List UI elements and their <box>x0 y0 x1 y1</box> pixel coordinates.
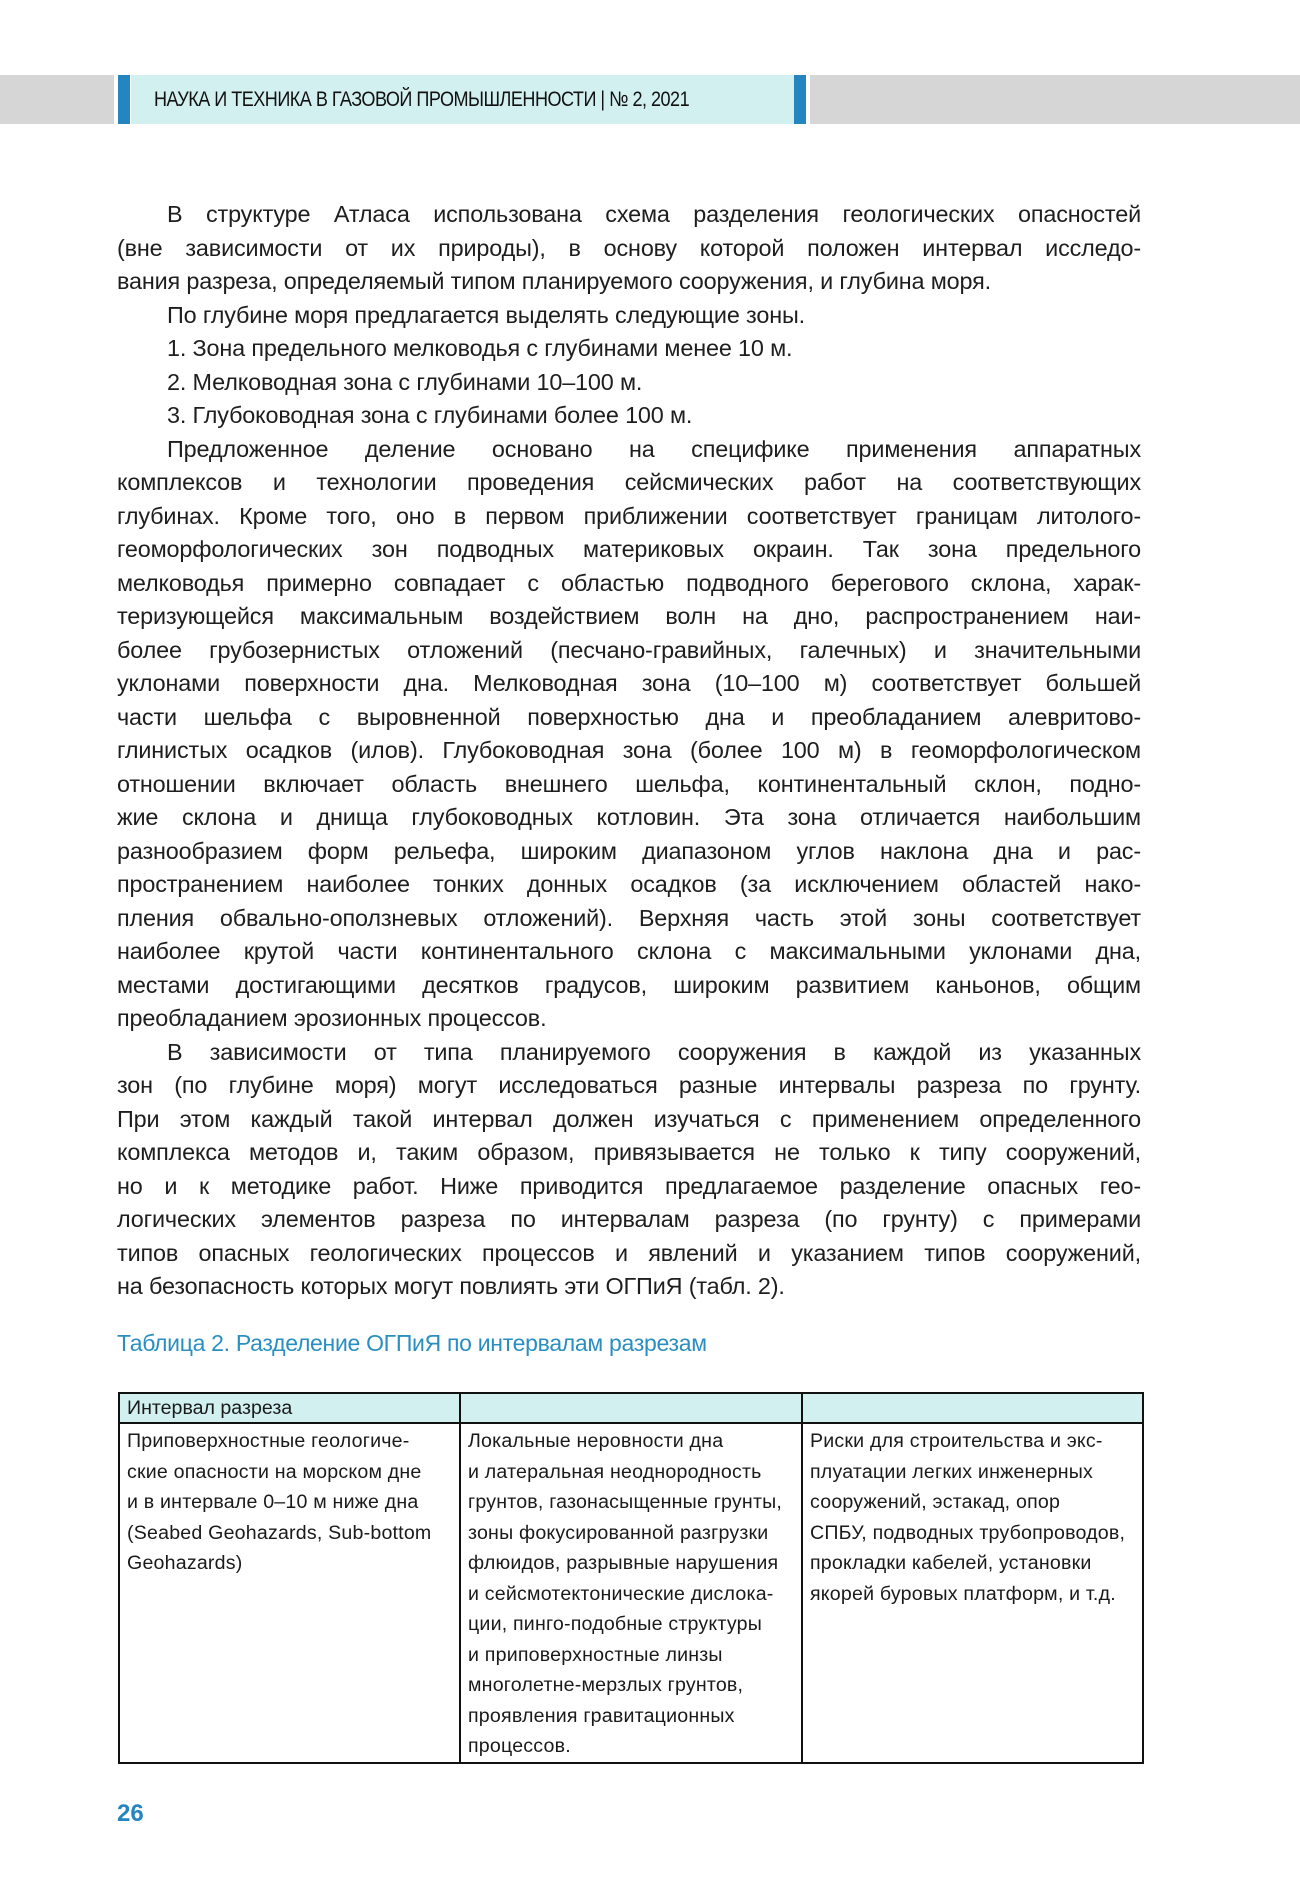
text-line: глинистых осадков (илов). Глубоководная зона (более 100 м) в геоморфологическом <box>117 737 1141 763</box>
cell-line: проявления гравитационных <box>468 1704 735 1727</box>
text-line: В структуре Атласа использована схема разделения геологических опасностей <box>167 201 1141 227</box>
text-line: но и к методике работ. Ниже приводится предлагаемое разделение опасных гео- <box>117 1172 1141 1199</box>
cell-line: процессов. <box>468 1735 571 1757</box>
cell-line: зоны фокусированной разгрузки <box>468 1521 769 1544</box>
cell-line: якорей буровых платформ, и т.д. <box>810 1582 1116 1605</box>
text-line: вания разреза, определяемый типом планируемого сооружения, и глубина моря. <box>117 268 991 294</box>
list-item <box>117 399 1141 433</box>
text-line: комплексов и технологии проведения сейсмических работ на соответствующих <box>117 469 1141 495</box>
text-line: 2. Мелководная зона с глубинами 10–100 м. <box>167 368 643 395</box>
header-band-right <box>810 75 1300 124</box>
text-line: местами достигающими десятков градусов, широким развитием каньонов, общим <box>117 971 1141 998</box>
text-line: Предложенное деление основано на специфике применения аппаратных <box>167 435 1141 462</box>
text-line: зон (по глубине моря) могут исследоваться разные интервалы разреза по грунту. <box>117 1072 1141 1098</box>
text-line: пления обвально-оползневых отложений). Верхняя часть этой зоны соответствует <box>117 904 1141 931</box>
cell-line: ции, пинго-подобные структуры <box>468 1613 762 1635</box>
cell-line: грунтов, газонасыщенные грунты, <box>468 1491 783 1513</box>
paragraph <box>117 198 1141 299</box>
running-header <box>131 75 794 124</box>
cell-line: ские опасности на морском дне <box>127 1460 422 1483</box>
text-line: пространением наиболее тонких донных осадков (за исключением областей нако- <box>117 871 1141 897</box>
table-cell-risks <box>802 1423 1143 1763</box>
text-line: жие склона и днища глубоководных котловин. Эта зона отличается наибольшим <box>117 804 1141 830</box>
text-line: типов опасных геологических процессов и явлений и указанием типов сооружений, <box>117 1239 1141 1266</box>
cell-line: сооружений, эстакад, опор <box>810 1491 1061 1513</box>
text-line: геоморфологических зон подводных материковых окраин. Так зона предельного <box>117 536 1141 562</box>
table-header-cell <box>802 1393 1143 1423</box>
text-line: более грубозернистых отложений (песчано-гравийных, галечных) и значительными <box>117 636 1141 663</box>
table-cell-hazards <box>460 1423 802 1763</box>
text-line: глубинах. Кроме того, оно в первом приближении соответствует границам литолого- <box>117 502 1141 529</box>
text-line: уклонами поверхности дна. Мелководная зона (10–100 м) соответствует большей <box>117 670 1141 696</box>
text-line: комплекса методов и, таким образом, привязывается не только к типу сооружений, <box>117 1139 1141 1165</box>
text-line: на безопасность которых могут повлиять эти ОГПиЯ (табл. 2). <box>117 1273 785 1299</box>
cell-line: СПБУ, подводных трубопроводов, <box>810 1521 1126 1544</box>
list-item <box>117 366 1141 400</box>
paragraph <box>117 433 1141 1036</box>
text-line: мелководья примерно совпадает с областью подводного берегового склона, харак- <box>117 569 1141 596</box>
journal-title: НАУКА И ТЕХНИКА В ГАЗОВОЙ ПРОМЫШЛЕННОСТИ | № 2, 2021 <box>154 87 690 111</box>
text-line: теризующейся максимальным воздействием волн на дно, распространением наи- <box>117 603 1141 629</box>
text-line: отношении включает область внешнего шельфа, континентальный склон, подно- <box>117 770 1141 797</box>
text-line: 1. Зона предельного мелководья с глубинами менее 10 м. <box>167 335 793 361</box>
text-line: разнообразием форм рельефа, широким диапазоном углов наклона дна и рас- <box>117 837 1141 864</box>
paragraph <box>117 1036 1141 1304</box>
table-header-cell: Интервал разреза <box>119 1393 460 1423</box>
text-line: (вне зависимости от их природы), в основу которой положен интервал исследо- <box>117 234 1141 261</box>
cell-line: прокладки кабелей, установки <box>810 1552 1092 1574</box>
list-item <box>117 332 1141 366</box>
header-accent-bar-right <box>794 75 806 124</box>
article-body <box>117 198 1141 1304</box>
cell-line: и в интервале 0–10 м ниже дна <box>127 1491 419 1513</box>
hazard-table <box>118 1392 1144 1764</box>
cell-line: (Seabed Geohazards, Sub-bottom <box>127 1521 432 1544</box>
header-accent-bar-left <box>118 75 130 124</box>
cell-line: Geohazards) <box>127 1552 243 1574</box>
cell-line: Локальные неровности дна <box>468 1430 724 1452</box>
table-row <box>119 1423 1143 1763</box>
text-line: В зависимости от типа планируемого сооружения в каждой из указанных <box>167 1038 1141 1065</box>
cell-line: и приповерхностные линзы <box>468 1643 723 1666</box>
table-header-row <box>119 1393 1143 1423</box>
table-caption: Таблица 2. Разделение ОГПиЯ по интервалам разрезам <box>117 1330 707 1356</box>
text-line: При этом каждый такой интервал должен изучаться с применением определенного <box>117 1105 1141 1132</box>
text-line: части шельфа с выровненной поверхностью дна и преобладанием алевритово- <box>117 703 1141 730</box>
table-header-cell <box>460 1393 802 1423</box>
paragraph <box>117 299 1141 333</box>
cell-line: плуатации легких инженерных <box>810 1460 1094 1483</box>
page-number: 26 <box>117 1800 144 1827</box>
cell-line: флюидов, разрывные нарушения <box>468 1552 779 1574</box>
header-band-left <box>0 75 114 124</box>
cell-line: Приповерхностные геологиче- <box>127 1430 410 1452</box>
cell-line: и латеральная неоднородность <box>468 1460 762 1483</box>
text-line: наиболее крутой части континентального склона с максимальными уклонами дна, <box>117 938 1141 964</box>
cell-line: Риски для строительства и экс- <box>810 1430 1103 1452</box>
text-line: логических элементов разреза по интервалам разреза (по грунту) с примерами <box>117 1206 1141 1232</box>
cell-line: многолетне-мерзлых грунтов, <box>468 1674 744 1696</box>
text-line: 3. Глубоководная зона с глубинами более 100 м. <box>167 402 693 428</box>
text-line: преобладанием эрозионных процессов. <box>117 1005 547 1031</box>
cell-line: и сейсмотектонические дислока- <box>468 1582 774 1605</box>
table-cell-interval <box>119 1423 460 1763</box>
text-line: По глубине моря предлагается выделять следующие зоны. <box>167 301 805 328</box>
